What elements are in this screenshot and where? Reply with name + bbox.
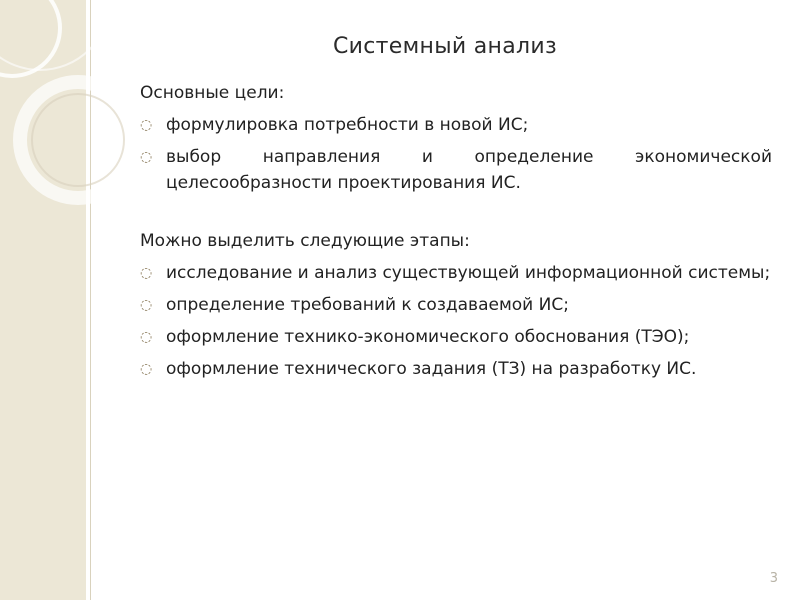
list-item: [140, 324, 772, 350]
list-item-text: исследование и анализ существующей информационной системы;: [166, 263, 771, 283]
bullet-marker-icon: ◌: [140, 361, 153, 377]
list-item: [140, 260, 772, 286]
list-item-text: оформление технического задания (ТЗ) на разработку ИС.: [166, 359, 697, 379]
bullet-marker-icon: ◌: [140, 297, 153, 313]
slide-body: [140, 80, 772, 388]
bullet-marker-icon: ◌: [140, 149, 153, 165]
page-number: 3: [769, 571, 778, 586]
list-item-text: формулировка потребности в новой ИС;: [166, 115, 529, 135]
bullet-marker-icon: ◌: [140, 265, 153, 281]
list-item: [140, 292, 772, 318]
list-item: [140, 144, 772, 196]
bullet-marker-icon: ◌: [140, 329, 153, 345]
list-item-text: выбор направления и определение экономической целесообразности проектирования ИС.: [166, 147, 772, 193]
spacer: [140, 202, 772, 228]
list-item-text: оформление технико-экономического обоснования (ТЭО);: [166, 327, 690, 347]
list-item-text: определение требований к создаваемой ИС;: [166, 295, 569, 315]
list-item: [140, 356, 772, 382]
bullet-marker-icon: ◌: [140, 117, 153, 133]
list-item: [140, 112, 772, 138]
slide-title: Системный анализ: [333, 34, 557, 59]
section-heading-goals: Основные цели:: [140, 83, 285, 103]
section-heading-stages: Можно выделить следующие этапы:: [140, 231, 470, 251]
